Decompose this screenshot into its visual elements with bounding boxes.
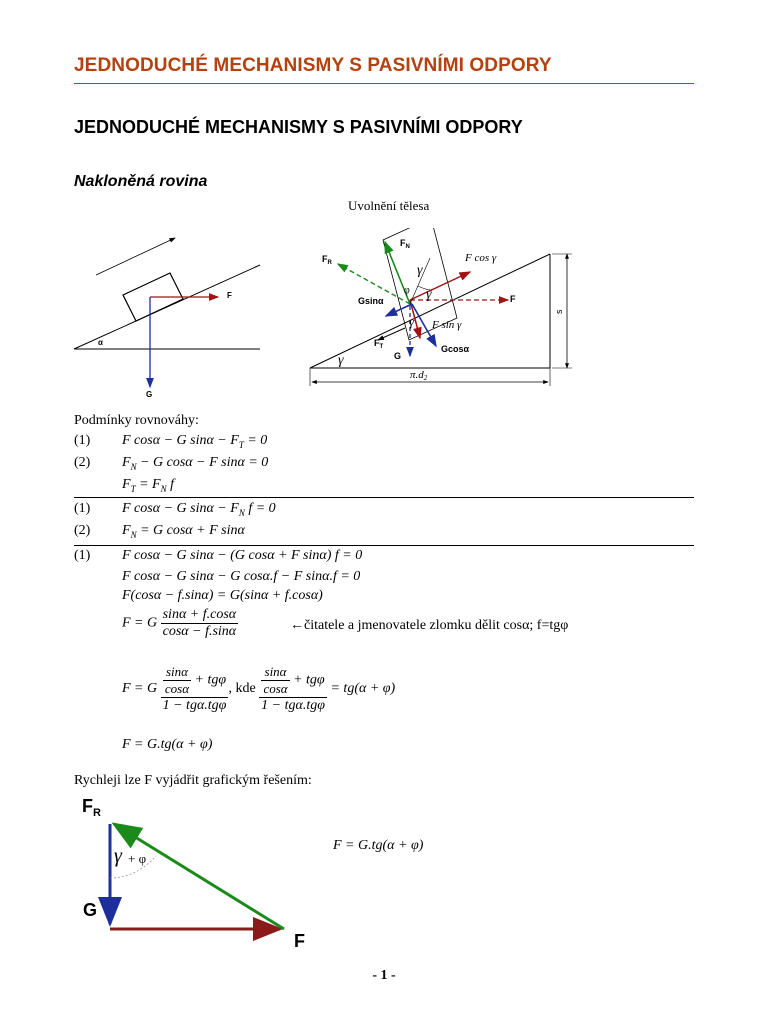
eq-6: F cosα − G sinα − (G cosα + F sinα) f = 0 xyxy=(122,548,363,563)
label-gamma-mid: γ xyxy=(426,287,432,302)
rule-2 xyxy=(74,545,694,546)
conditions-label: Podmínky rovnováhy: xyxy=(74,413,199,428)
label-fsin: F sin γ xyxy=(432,319,462,331)
incline-figure xyxy=(70,225,270,405)
eq-7: F cosα − G sinα − G cosα.f − F sinα.f = 0 xyxy=(122,569,361,584)
eq-num-1a: (1) xyxy=(74,433,91,448)
eq-num-2b: (2) xyxy=(74,523,91,538)
label-fcos: F cos γ xyxy=(465,252,497,264)
graphic-formula: F = G.tg(α + φ) xyxy=(333,838,424,853)
section-title: Nakloněná rovina xyxy=(74,173,208,190)
graphic-intro: Rychleji lze F vyjádřit grafickým řešením: xyxy=(74,773,312,788)
eq-3: $F_T = F_N$ f xyxy=(122,477,174,494)
eq-5: $F_N = G$ cosα + F sinα xyxy=(122,523,245,540)
note-divide: ←čitatele a jmenovatele zlomku dělit cosα; f=tgφ xyxy=(290,618,569,633)
triangle-label-phi: + φ xyxy=(128,851,147,866)
eq-8: F(cosα − f.sinα) = G(sinα + f.cosα) xyxy=(122,588,323,603)
header-rule xyxy=(74,83,694,84)
label-fr: $F_R$ xyxy=(322,254,332,266)
figure-caption: Uvolnění tělesa xyxy=(348,198,430,213)
page-number: - 1 - xyxy=(372,968,396,983)
label-alpha: α xyxy=(98,338,103,347)
label-f-right: F xyxy=(510,294,516,304)
triangle-label-g: G xyxy=(83,900,98,920)
page-header: JEDNODUCHÉ MECHANISMY S PASIVNÍMI ODPORY xyxy=(74,55,552,76)
triangle-label-gamma: γ xyxy=(114,845,122,867)
label-gcos: Gcosα xyxy=(441,344,470,354)
motion-arrow xyxy=(96,238,175,275)
triangle-label-fr: $F_R$ xyxy=(82,796,101,819)
eq-1: F cosα − G $\sin\alpha - F_T = 0$ xyxy=(122,433,268,450)
free-body-diagram xyxy=(300,228,590,390)
label-g-right: G xyxy=(394,351,402,361)
eq-11: F = G.tg(α + φ) xyxy=(122,737,213,752)
triangle-fr-arrow xyxy=(114,824,284,929)
rule-1 xyxy=(74,497,694,498)
label-f: F xyxy=(227,291,232,300)
label-gamma-incline: γ xyxy=(338,353,344,368)
page-title: JEDNODUCHÉ MECHANISMY S PASIVNÍMI ODPORY xyxy=(74,117,523,137)
eq-9: F = G $\frac{\sin\alpha + f.\cos\alpha}{\cos\alpha - f.\sin\alpha}$ xyxy=(122,607,237,639)
eq-num-1c: (1) xyxy=(74,548,91,563)
label-gamma-top: γ xyxy=(417,263,423,278)
label-fn: $F_N$ xyxy=(400,238,410,250)
label-g: G xyxy=(146,390,153,399)
label-phi: φ xyxy=(404,285,410,296)
eq-num-1b: (1) xyxy=(74,501,91,516)
label-s: s xyxy=(554,309,564,314)
eq-2: $F_N - G$ cosα − F sinα = 0 xyxy=(122,455,269,472)
label-pid: π.d2 xyxy=(410,369,428,382)
label-gamma-low: γ xyxy=(409,314,415,329)
eq-10: F = G $\frac{\sin\alpha}{\cos\alpha}$ + tgφ 1 − tgα.tgφ , kde $\frac{\sin\alpha}{\cos\alpha}$ + tgφ 1 − tgα.tgφ = tg(α + φ) xyxy=(122,664,396,713)
eq-4: F cosα − G $\sin\alpha - F_N$ f = 0 xyxy=(122,501,276,518)
force-triangle xyxy=(70,790,330,960)
label-gsin: Gsinα xyxy=(358,296,384,306)
triangle-label-f: F xyxy=(294,931,305,951)
label-ft: $F_T$ xyxy=(374,338,384,350)
eq-num-2a: (2) xyxy=(74,455,91,470)
